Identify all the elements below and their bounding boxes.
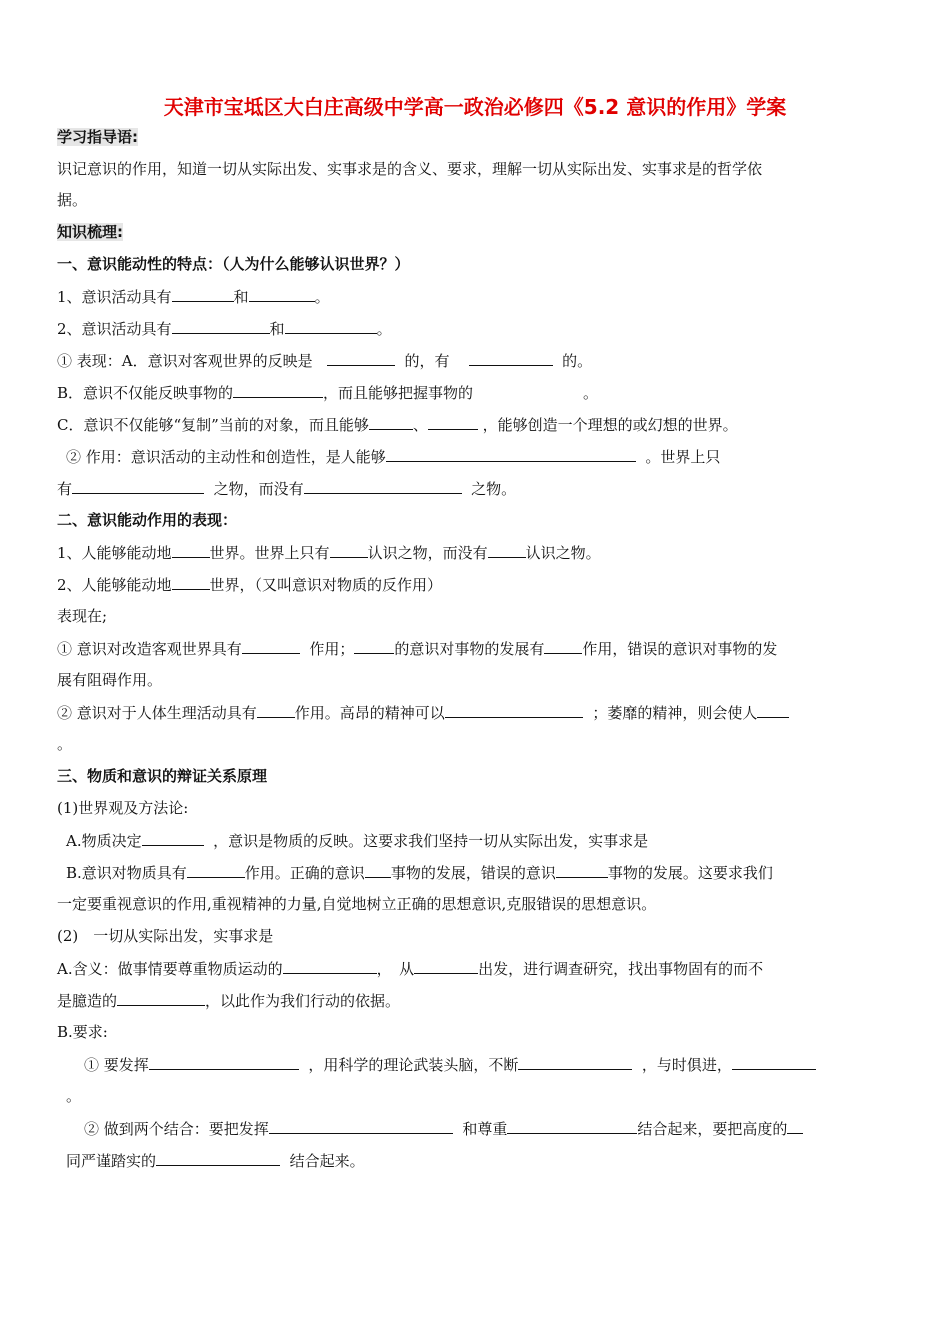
s2-line-1: 1、人能够能动地 世界。世界上只有 认识之物，而没有 认识之物。 bbox=[57, 544, 601, 562]
blank bbox=[117, 990, 205, 1006]
section-1-heading: 一、意识能动性的特点：（人为什么能够认识世界？） bbox=[57, 255, 410, 273]
blank bbox=[757, 702, 789, 718]
page-title: 天津市宝坻区大白庄高级中学高一政治必修四《5.2 意识的作用》学案 bbox=[163, 95, 787, 119]
blank bbox=[369, 414, 413, 430]
s2-line-4: ① 意识对改造客观世界具有 作用； 的意识对事物的发展有 作用，错误的意识对事物的发 bbox=[57, 640, 778, 658]
blank bbox=[269, 1118, 453, 1134]
blank bbox=[172, 318, 270, 334]
blank bbox=[365, 862, 391, 878]
blank bbox=[428, 414, 478, 430]
guide-heading: 学习指导语: bbox=[57, 128, 138, 146]
blank bbox=[304, 478, 462, 494]
blank bbox=[72, 478, 204, 494]
blank bbox=[414, 958, 478, 974]
blank bbox=[285, 318, 377, 334]
s3-line-3: B.意识对物质具有 作用。正确的意识 事物的发展，错误的意识 事物的发展。这要求我们 bbox=[66, 864, 773, 882]
blank bbox=[172, 286, 234, 302]
s1-line-3: ① 表现：A．意识对客观世界的反映是 的，有 的。 bbox=[57, 352, 593, 370]
blank bbox=[172, 574, 210, 590]
guide-text-line-2: 据。 bbox=[57, 191, 88, 209]
s2-line-5: 展有阻碍作用。 bbox=[57, 671, 163, 689]
s3-line-11: ② 做到两个结合：要把发挥 和尊重 结合起来，要把高度的 bbox=[84, 1118, 803, 1139]
s1-line-4: B．意识不仅能反映事物的 ，而且能够把握事物的 。 bbox=[57, 384, 599, 402]
blank bbox=[149, 1054, 299, 1070]
s3-line-4: 一定要重视意识的作用,重视精神的力量,自觉地树立正确的思想意识,克服错误的思想意识。 bbox=[57, 895, 657, 913]
s3-line-7: 是臆造的 ，以此作为我们行动的依据。 bbox=[57, 992, 401, 1010]
blank bbox=[257, 702, 295, 718]
s3-line-1: (1)世界观及方法论: bbox=[57, 799, 189, 817]
blank bbox=[242, 638, 300, 654]
section-2-heading: 二、意识能动作用的表现： bbox=[57, 511, 238, 529]
knowledge-heading: 知识梳理: bbox=[57, 223, 123, 241]
s3-line-9: ① 要发挥 ，用科学的理论武装头脑，不断 ，与时俱进， bbox=[84, 1054, 816, 1075]
s3-line-5: (2) 一切从实际出发，实事求是 bbox=[57, 927, 274, 945]
s3-line-6: A.含义：做事情要尊重物质运动的 ， 从 出发，进行调查研究，找出事物固有的而不 bbox=[57, 960, 764, 978]
blank bbox=[330, 542, 368, 558]
blank bbox=[233, 382, 323, 398]
s1-line-5: C．意识不仅能够“复制”当前的对象，而且能够 、 ，能够创造一个理想的或幻想的世界。 bbox=[57, 416, 738, 434]
blank bbox=[445, 702, 583, 718]
blank bbox=[283, 958, 377, 974]
section-3-heading: 三、物质和意识的辩证关系原理 bbox=[57, 767, 268, 785]
blank bbox=[518, 1054, 632, 1070]
s3-line-12: 同严谨踏实的 结合起来。 bbox=[66, 1152, 365, 1170]
s2-line-7: 。 bbox=[57, 735, 73, 753]
s2-line-3: 表现在; bbox=[57, 607, 108, 625]
s1-line-6: ② 作用：意识活动的主动性和创造性，是人能够 。世界上只 bbox=[66, 448, 721, 466]
s3-line-8: B.要求: bbox=[57, 1023, 108, 1041]
blank bbox=[488, 542, 526, 558]
blank bbox=[787, 1118, 803, 1134]
blank bbox=[507, 1118, 637, 1134]
blank bbox=[172, 542, 210, 558]
blank bbox=[469, 350, 553, 366]
s2-line-2: 2、人能够能动地 世界，（又叫意识对物质的反作用） bbox=[57, 576, 443, 594]
s3-line-2: A.物质决定 ，意识是物质的反映。这要求我们坚持一切从实际出发，实事求是 bbox=[66, 832, 649, 850]
blank bbox=[249, 286, 315, 302]
blank bbox=[142, 830, 204, 846]
s2-line-6: ② 意识对于人体生理活动具有 作用。高昂的精神可以 ；萎靡的精神，则会使人 bbox=[57, 702, 789, 723]
blank bbox=[187, 862, 245, 878]
blank bbox=[354, 638, 394, 654]
blank bbox=[386, 446, 636, 462]
blank bbox=[327, 350, 395, 366]
blank bbox=[156, 1150, 280, 1166]
blank bbox=[556, 862, 608, 878]
blank bbox=[544, 638, 582, 654]
s1-line-1: 1、意识活动具有 和 。 bbox=[57, 288, 330, 306]
s1-line-2: 2、意识活动具有 和 。 bbox=[57, 320, 392, 338]
s1-line-7: 有 之物，而没有 之物。 bbox=[57, 480, 517, 498]
blank bbox=[732, 1054, 816, 1070]
guide-text-line-1: 识记意识的作用，知道一切从实际出发、实事求是的含义、要求，理解一切从实际出发、实事求是的哲学依 bbox=[57, 160, 763, 178]
s3-line-10: 。 bbox=[66, 1087, 82, 1105]
